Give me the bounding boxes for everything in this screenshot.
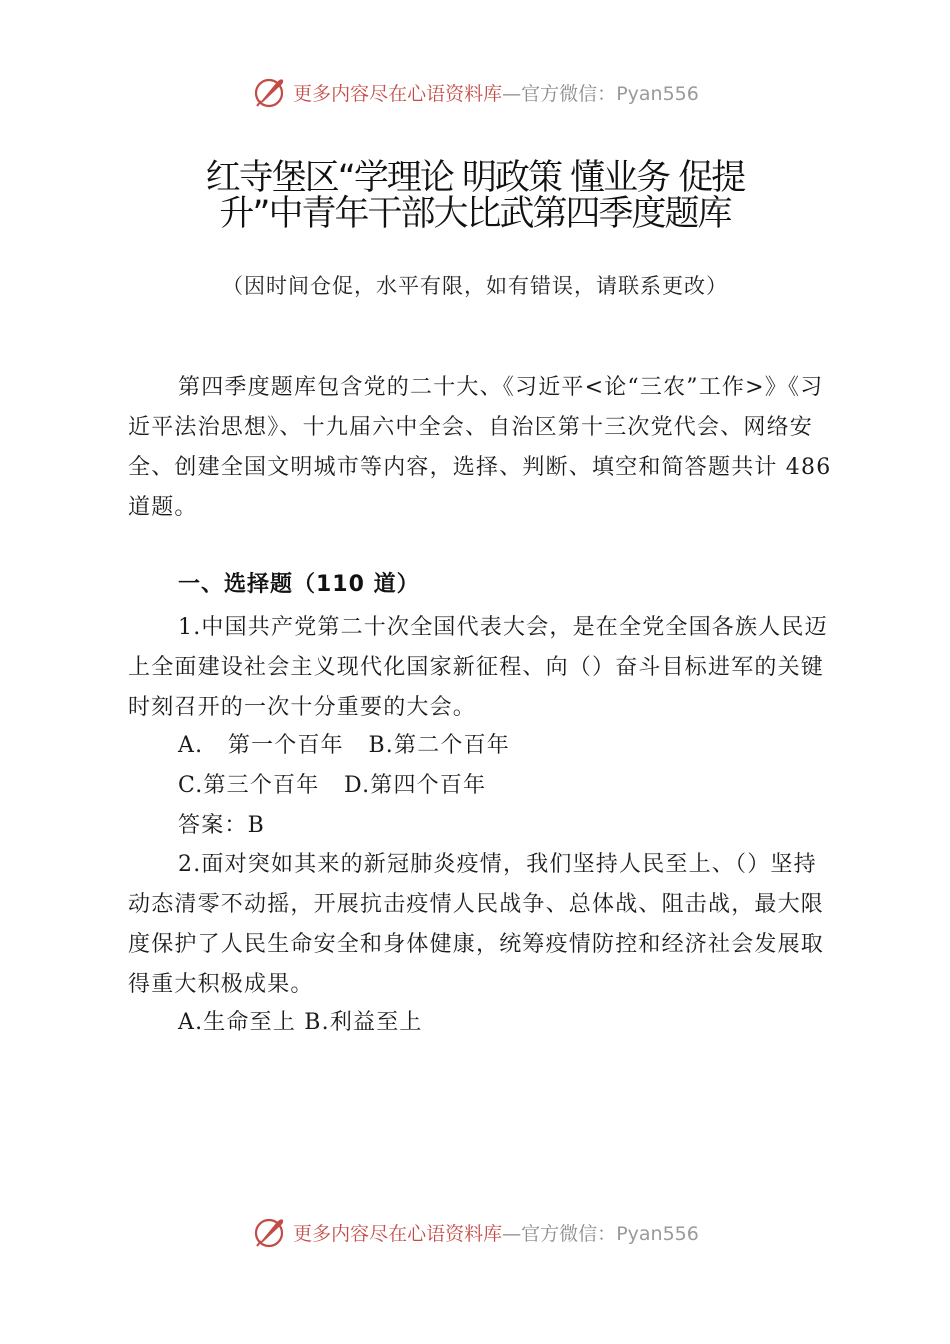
document-subtitle: （因时间仓促，水平有限，如有错误，请联系更改）	[222, 274, 728, 298]
title-line-2: 升”中青年干部大比武第四季度题库	[219, 194, 731, 234]
watermark-site: 更多内容尽在心语资料库	[293, 82, 503, 105]
header-watermark	[0, 72, 950, 112]
quill-logo-icon	[251, 74, 287, 110]
watermark-text	[293, 79, 699, 106]
question-2-text: 2.面对突如其来的新冠肺炎疫情，我们坚持人民至上、（）坚持动态清零不动摇，开展抗击疫情人民战争、总体战、阻击战，最大限度保护了人民生命安全和身体健康，统筹疫情防控和经济社会发展取得重大积极成果。	[128, 852, 825, 997]
intro-paragraph: 第四季度题库包含党的二十大、《习近平<论“三农”工作>》《习近平法治思想》、十九届六中全会、自治区第十三次党代会、网络安全、创建全国文明城市等内容，选择、判断、填空和简答题共计 486 道题。	[128, 375, 832, 520]
question-1-options-ab: A. 第一个百年 B.第二个百年	[178, 733, 511, 758]
question-2-options-ab: A.生命至上 B.利益至上	[178, 1010, 423, 1035]
watermark-wechat-id: Pyan556	[616, 1222, 699, 1245]
watermark-text	[293, 1219, 699, 1246]
footer-watermark	[0, 1212, 950, 1252]
section-heading: 一、选择题（110 道）	[178, 572, 420, 597]
document-title	[100, 160, 850, 232]
question-1-answer: 答案：B	[178, 813, 265, 838]
watermark-wechat-id: Pyan556	[616, 82, 699, 105]
watermark-dash: —	[502, 82, 522, 105]
quill-logo-icon	[251, 1214, 287, 1250]
watermark-wechat-label: 官方微信：	[521, 1222, 617, 1245]
question-1-options-cd: C.第三个百年 D.第四个百年	[178, 773, 487, 798]
watermark-site: 更多内容尽在心语资料库	[293, 1222, 503, 1245]
watermark-wechat-label: 官方微信：	[521, 82, 617, 105]
question-1-text: 1.中国共产党第二十次全国代表大会，是在全党全国各族人民迈上全面建设社会主义现代化国家新征程、向（）奋斗目标进军的关键时刻召开的一次十分重要的大会。	[128, 615, 828, 720]
title-line-1: 红寺堡区“学理论 明政策 懂业务 促提	[205, 158, 745, 198]
watermark-dash: —	[502, 1222, 522, 1245]
